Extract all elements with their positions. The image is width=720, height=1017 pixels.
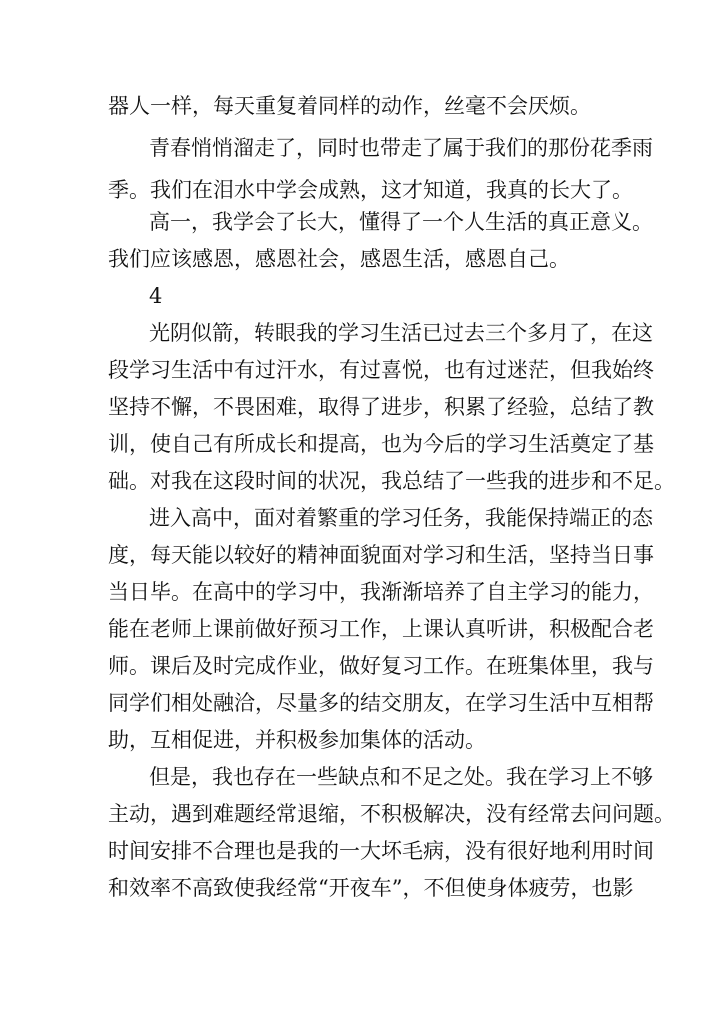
paragraph-first-line: 青春悄悄溜走了，同时也带走了属于我们的那份花季雨 (149, 136, 653, 160)
text-line: 季。我们在泪水中学会成熟，这才知道，我真的长大了。 (108, 178, 633, 202)
text-line: 助，互相促进，并积极参加集体的活动。 (108, 728, 486, 752)
paragraph-first-line: 但是，我也存在一些缺点和不足之处。我在学习上不够 (149, 765, 653, 789)
text-line: 同学们相处融洽，尽量多的结交朋友，在学习生活中互相帮 (108, 691, 654, 715)
text-line: 我们应该感恩，感恩社会，感恩生活，感恩自己。 (108, 247, 570, 271)
text-line: 器人一样，每天重复着同样的动作，丝毫不会厌烦。 (108, 94, 591, 118)
text-line: 坚持不懈，不畏困难，取得了进步，积累了经验，总结了教 (108, 395, 654, 419)
text-line: 当日毕。在高中的学习中，我渐渐培养了自主学习的能力， (108, 580, 654, 604)
text-line: 度，每天能以较好的精神面貌面对学习和生活，坚持当日事 (108, 543, 654, 567)
text-line: 主动，遇到难题经常退缩，不积极解决，没有经常去问问题。 (108, 802, 675, 826)
text-line: 段学习生活中有过汗水，有过喜悦，也有过迷茫，但我始终 (108, 358, 654, 382)
paragraph-first-line: 高一，我学会了长大，懂得了一个人生活的真正意义。 (149, 210, 653, 234)
text-line: 能在老师上课前做好预习工作，上课认真听讲，积极配合老 (108, 617, 654, 641)
text-line: 和效率不高致使我经常“开夜车”，不但使身体疲劳，也影 (108, 876, 634, 900)
paragraph-first-line: 光阴似箭，转眼我的学习生活已过去三个多月了，在这 (149, 321, 653, 345)
section-number: 4 (149, 284, 163, 308)
paragraph-first-line: 进入高中，面对着繁重的学习任务，我能保持端正的态 (149, 506, 653, 530)
text-line: 础。对我在这段时间的状况，我总结了一些我的进步和不足。 (108, 469, 675, 493)
text-line: 训，使自己有所成长和提高，也为今后的学习生活奠定了基 (108, 432, 654, 456)
text-line: 师。课后及时完成作业，做好复习工作。在班集体里，我与 (108, 654, 654, 678)
text-line: 时间安排不合理也是我的一大坏毛病，没有很好地利用时间 (108, 839, 654, 863)
